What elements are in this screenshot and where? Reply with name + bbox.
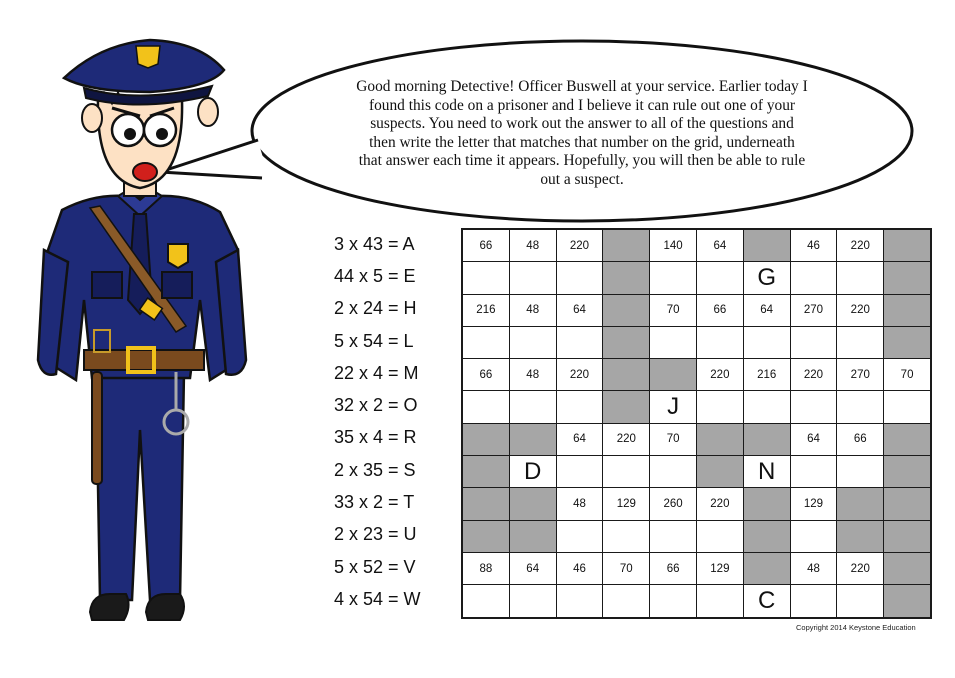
grid-cell: 70 xyxy=(650,423,697,455)
question: 3 x 43 = A xyxy=(334,233,415,254)
grid-cell-answer[interactable] xyxy=(790,520,837,552)
speech-text xyxy=(282,78,882,190)
grid-cell-answer[interactable] xyxy=(696,520,743,552)
grid-cell: 66 xyxy=(696,294,743,326)
grid-cell-answer[interactable] xyxy=(509,262,556,294)
grid-cell-answer[interactable] xyxy=(837,262,884,294)
grid-cell-answer[interactable] xyxy=(837,456,884,488)
grid-row xyxy=(462,229,931,262)
grid-cell-shaded xyxy=(650,359,697,391)
grid-row xyxy=(462,552,931,584)
grid-cell: 64 xyxy=(509,552,556,584)
grid-cell: 66 xyxy=(837,423,884,455)
grid-cell: 220 xyxy=(790,359,837,391)
grid-cell-answer[interactable] xyxy=(509,585,556,618)
grid-cell-shaded xyxy=(743,423,790,455)
grid-cell: 270 xyxy=(837,359,884,391)
question: 5 x 54 = L xyxy=(334,330,414,351)
grid-cell-shaded xyxy=(884,326,931,358)
question: 33 x 2 = T xyxy=(334,492,415,513)
grid-cell-shaded xyxy=(884,294,931,326)
grid-cell-answer[interactable] xyxy=(790,326,837,358)
question: 4 x 54 = W xyxy=(334,588,421,609)
grid-cell-shaded xyxy=(603,229,650,262)
grid-cell-shaded xyxy=(509,520,556,552)
grid-cell: 70 xyxy=(884,359,931,391)
question: 32 x 2 = O xyxy=(334,395,418,416)
grid-cell-answer[interactable] xyxy=(509,391,556,423)
grid-cell-answer[interactable] xyxy=(884,391,931,423)
grid-cell: 48 xyxy=(509,229,556,262)
grid-cell: 129 xyxy=(790,488,837,520)
grid-cell: 220 xyxy=(696,488,743,520)
grid-cell-answer[interactable] xyxy=(696,391,743,423)
grid-cell-shaded xyxy=(743,552,790,584)
copyright-text: Copyright 2014 Keystone Education xyxy=(796,623,916,632)
grid-cell: 66 xyxy=(462,229,509,262)
grid-row xyxy=(462,359,931,391)
speech-line: that answer each time it appears. Hopefully, you will then be able to rule xyxy=(358,152,806,170)
grid-cell-shaded xyxy=(884,585,931,618)
grid-cell-shaded xyxy=(462,488,509,520)
grid-cell-shaded xyxy=(603,326,650,358)
grid-cell-answer[interactable] xyxy=(556,262,603,294)
grid-cell-answer[interactable] xyxy=(603,456,650,488)
grid-cell: 64 xyxy=(556,423,603,455)
grid-cell-answer[interactable] xyxy=(462,326,509,358)
grid-cell-answer[interactable] xyxy=(650,585,697,618)
grid-cell: 64 xyxy=(556,294,603,326)
grid-row xyxy=(462,456,931,488)
grid-cell: 66 xyxy=(462,359,509,391)
grid-cell-shaded xyxy=(696,423,743,455)
grid-cell-answer[interactable] xyxy=(790,391,837,423)
grid-cell-answer[interactable] xyxy=(790,262,837,294)
grid-cell: 48 xyxy=(556,488,603,520)
question: 22 x 4 = M xyxy=(334,362,419,383)
grid-cell-answer[interactable] xyxy=(556,585,603,618)
speech-line: Good morning Detective! Officer Buswell at your service. Earlier today I xyxy=(356,78,808,95)
question: 5 x 52 = V xyxy=(334,556,416,577)
grid-row xyxy=(462,391,931,423)
grid-cell: 220 xyxy=(603,423,650,455)
grid-cell-shaded xyxy=(743,229,790,262)
grid-cell: 46 xyxy=(790,229,837,262)
grid-cell: 220 xyxy=(837,229,884,262)
grid-cell-answer[interactable] xyxy=(696,262,743,294)
grid-cell-shaded xyxy=(837,520,884,552)
grid-cell: 129 xyxy=(696,552,743,584)
grid-cell: 216 xyxy=(743,359,790,391)
grid-cell: 260 xyxy=(650,488,697,520)
question: 44 x 5 = E xyxy=(334,265,416,286)
grid-cell-answer[interactable] xyxy=(462,585,509,618)
grid-cell-shaded xyxy=(603,359,650,391)
grid-cell: 129 xyxy=(603,488,650,520)
grid-cell-shaded xyxy=(462,423,509,455)
grid-cell-answer[interactable] xyxy=(509,326,556,358)
speech-line: found this code on a prisoner and I believe it can rule out one of your xyxy=(368,96,796,114)
grid-row xyxy=(462,326,931,358)
grid-cell-answer[interactable] xyxy=(650,326,697,358)
grid-cell: 220 xyxy=(556,229,603,262)
grid-cell: 220 xyxy=(837,552,884,584)
question: 2 x 23 = U xyxy=(334,524,417,545)
grid-cell-shaded xyxy=(884,262,931,294)
grid-cell-answer[interactable] xyxy=(837,391,884,423)
grid-cell: 48 xyxy=(509,359,556,391)
grid-cell: 64 xyxy=(790,423,837,455)
grid-cell-answer[interactable] xyxy=(837,585,884,618)
grid-cell: 64 xyxy=(696,229,743,262)
grid-cell-answer[interactable] xyxy=(462,391,509,423)
grid-cell: 64 xyxy=(743,294,790,326)
grid-cell-shaded xyxy=(884,423,931,455)
grid-cell: N xyxy=(743,456,790,488)
grid-cell-shaded xyxy=(603,262,650,294)
grid-cell-shaded xyxy=(837,488,884,520)
grid-cell-shaded xyxy=(743,520,790,552)
grid-cell: 220 xyxy=(696,359,743,391)
grid-cell-answer[interactable] xyxy=(696,585,743,618)
grid-cell: D xyxy=(509,456,556,488)
grid-cell-answer[interactable] xyxy=(556,326,603,358)
grid-cell: 48 xyxy=(509,294,556,326)
grid-cell: 220 xyxy=(556,359,603,391)
police-officer-illustration xyxy=(0,0,300,678)
grid-row xyxy=(462,520,931,552)
grid-cell-answer[interactable] xyxy=(790,456,837,488)
grid-cell-shaded xyxy=(884,456,931,488)
grid-cell: 140 xyxy=(650,229,697,262)
grid-cell-answer[interactable] xyxy=(556,391,603,423)
grid-cell-answer[interactable] xyxy=(650,456,697,488)
speech-line: suspects. You need to work out the answer to all of the questions and xyxy=(370,115,794,133)
grid-row xyxy=(462,488,931,520)
grid-cell-answer[interactable] xyxy=(837,326,884,358)
grid-cell-answer[interactable] xyxy=(696,326,743,358)
speech-line: then write the letter that matches that number on the grid, underneath xyxy=(369,133,795,151)
grid-cell: 66 xyxy=(650,552,697,584)
grid-cell-shaded xyxy=(884,229,931,262)
grid-cell: J xyxy=(650,391,697,423)
grid-cell: C xyxy=(743,585,790,618)
grid-cell: 48 xyxy=(790,552,837,584)
grid-cell: 70 xyxy=(650,294,697,326)
grid-cell-answer[interactable] xyxy=(462,262,509,294)
grid-cell-answer[interactable] xyxy=(603,520,650,552)
grid-cell-shaded xyxy=(696,456,743,488)
grid-cell: 70 xyxy=(603,552,650,584)
grid-cell: 270 xyxy=(790,294,837,326)
grid-cell-answer[interactable] xyxy=(790,585,837,618)
code-grid xyxy=(461,228,932,619)
grid-row xyxy=(462,294,931,326)
grid-cell: 46 xyxy=(556,552,603,584)
grid-cell-shaded xyxy=(509,488,556,520)
grid-cell-shaded xyxy=(509,423,556,455)
grid-cell-answer[interactable] xyxy=(743,391,790,423)
grid-cell-shaded xyxy=(884,488,931,520)
grid-cell-shaded xyxy=(884,520,931,552)
grid-cell: G xyxy=(743,262,790,294)
grid-cell-shaded xyxy=(603,294,650,326)
grid-row xyxy=(462,585,931,618)
question: 2 x 24 = H xyxy=(334,298,417,319)
question-list xyxy=(334,228,454,616)
question: 35 x 4 = R xyxy=(334,427,417,448)
grid-cell-answer[interactable] xyxy=(650,520,697,552)
speech-line: out a suspect. xyxy=(540,170,624,188)
grid-cell-answer[interactable] xyxy=(556,520,603,552)
grid-cell-shaded xyxy=(743,488,790,520)
grid-cell: 88 xyxy=(462,552,509,584)
grid-row xyxy=(462,262,931,294)
grid-cell: 216 xyxy=(462,294,509,326)
grid-cell-answer[interactable] xyxy=(556,456,603,488)
grid-cell-answer[interactable] xyxy=(743,326,790,358)
grid-row xyxy=(462,423,931,455)
grid-cell-answer[interactable] xyxy=(650,262,697,294)
grid-cell-answer[interactable] xyxy=(603,585,650,618)
question: 2 x 35 = S xyxy=(334,459,416,480)
grid-cell-shaded xyxy=(884,552,931,584)
grid-cell: 220 xyxy=(837,294,884,326)
grid-cell-shaded xyxy=(462,456,509,488)
grid-cell-shaded xyxy=(603,391,650,423)
grid-cell-shaded xyxy=(462,520,509,552)
